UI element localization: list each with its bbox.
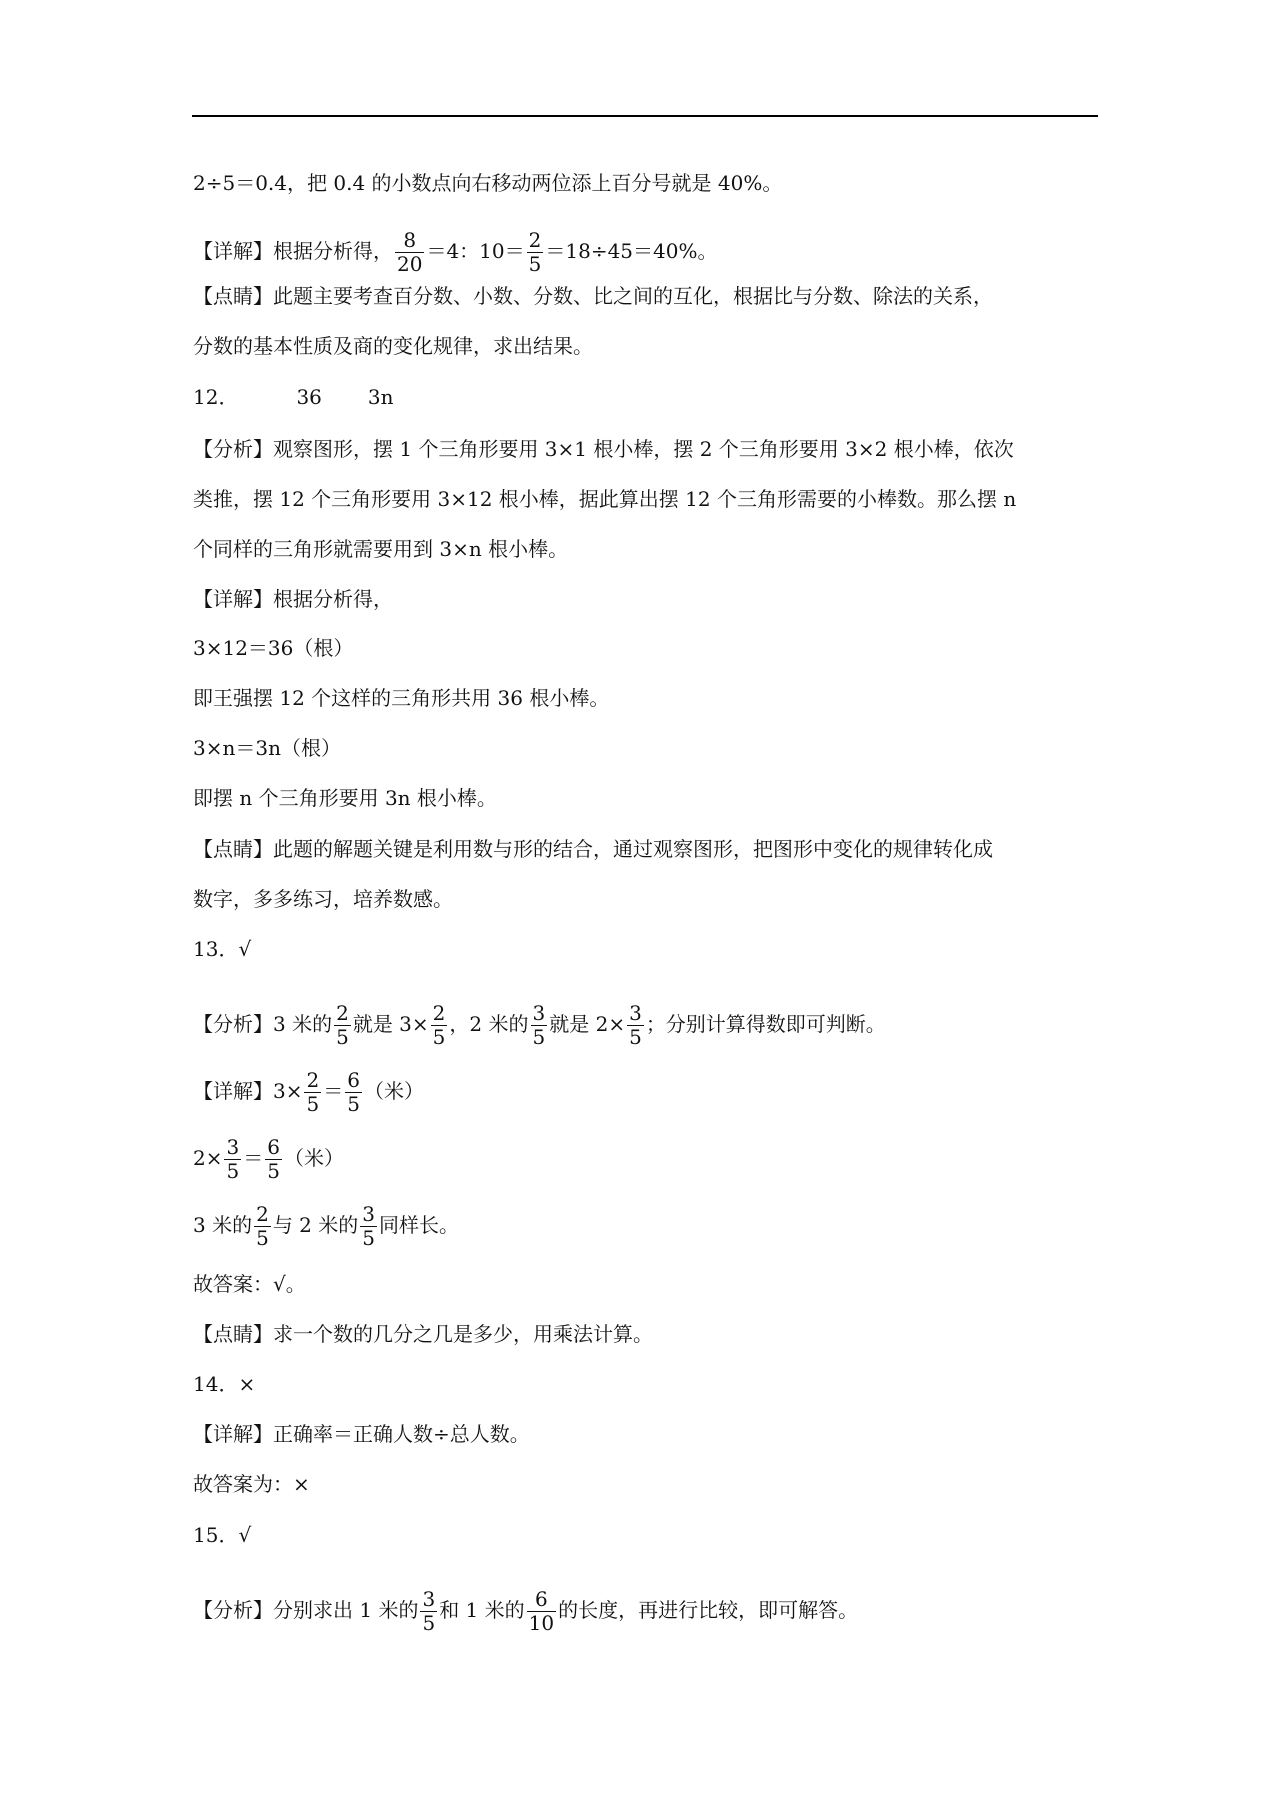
comment-line — [193, 283, 993, 309]
text-span: 根据分析得， — [273, 587, 393, 611]
text-line: 即摆 n 个三角形要用 3n 根小棒。 — [193, 786, 497, 810]
text-span: 分别求出 1 米的 — [273, 1598, 419, 1622]
text-line: 分数的基本性质及商的变化规律，求出结果。 — [193, 334, 593, 358]
text-span: ＝18÷45＝40%。 — [545, 239, 718, 263]
detail-line — [193, 230, 717, 275]
text-span: ＝4：10＝ — [426, 239, 525, 263]
text-span: ，2 米的 — [449, 1012, 529, 1036]
fraction — [345, 1070, 362, 1115]
text-line — [193, 1204, 459, 1249]
fraction-numerator: 3 — [422, 1587, 436, 1611]
text-span: 2× — [193, 1146, 223, 1170]
analysis-line — [193, 1003, 886, 1048]
fraction — [527, 230, 544, 275]
section-tag: 【分析】 — [193, 437, 273, 461]
analysis-line — [193, 1589, 858, 1634]
text-line: 故答案为：× — [193, 1472, 310, 1496]
fraction — [254, 1204, 271, 1249]
text-span: 求一个数的几分之几是多少，用乘法计算。 — [273, 1322, 653, 1346]
text-span: 就是 3× — [352, 1012, 429, 1036]
fraction-numerator: 3 — [226, 1135, 240, 1159]
text-line: 即王强摆 12 个这样的三角形共用 36 根小棒。 — [193, 686, 610, 710]
section-tag: 【分析】 — [193, 1598, 273, 1622]
fraction — [304, 1070, 321, 1115]
fraction — [531, 1003, 548, 1048]
text-span: （米） — [363, 1079, 424, 1103]
text-line: 故答案：√。 — [193, 1272, 306, 1296]
fraction-denominator: 5 — [267, 1159, 280, 1183]
text-span: 正确率＝正确人数÷总人数。 — [273, 1422, 530, 1446]
text-span: 与 2 米的 — [272, 1213, 359, 1237]
fraction-denominator: 5 — [226, 1159, 240, 1183]
fraction-numerator: 3 — [629, 1001, 642, 1025]
text-span: 根据分析得， — [273, 239, 393, 263]
fraction-denominator: 5 — [362, 1226, 376, 1250]
question-number-line — [193, 384, 394, 410]
text-span: ；分别计算得数即可判断。 — [645, 1012, 886, 1036]
fraction-numerator: 6 — [267, 1135, 280, 1159]
fraction-numerator: 8 — [395, 230, 424, 253]
fraction — [334, 1003, 351, 1048]
detail-line — [193, 1421, 530, 1447]
section-tag: 【详解】 — [193, 1422, 273, 1446]
section-tag: 【点睛】 — [193, 1322, 273, 1346]
question-number-line: 15．√ — [193, 1523, 252, 1547]
fraction-numerator: 2 — [256, 1202, 269, 1226]
detail-line — [193, 586, 393, 612]
text-span: 同样长。 — [379, 1213, 460, 1237]
fraction-numerator: 6 — [347, 1068, 360, 1092]
fraction-numerator: 2 — [432, 1001, 446, 1025]
fraction-denominator: 5 — [528, 252, 542, 276]
section-tag: 【点睛】 — [193, 837, 273, 861]
section-tag: 【点睛】 — [193, 284, 273, 308]
fraction — [265, 1137, 282, 1182]
answer-value: 36 — [296, 385, 322, 409]
text-line: 类推，摆 12 个三角形要用 3×12 根小棒，据此算出摆 12 个三角形需要的小棒数。那么摆 n — [193, 487, 1017, 511]
answer-value: 3n — [367, 385, 394, 409]
fraction — [420, 1589, 437, 1634]
fraction-numerator: 6 — [527, 1589, 556, 1612]
text-line: 数字，多多练习，培养数感。 — [193, 887, 453, 911]
fraction-numerator: 3 — [532, 1001, 546, 1025]
text-span: 3× — [273, 1079, 303, 1103]
fraction-denominator: 5 — [422, 1611, 436, 1635]
question-number-line: 13．√ — [193, 937, 252, 961]
section-tag: 【详解】 — [193, 587, 273, 611]
detail-line — [193, 1070, 424, 1115]
fraction — [527, 1589, 556, 1634]
text-span: 此题的解题关键是利用数与形的结合，通过观察图形，把图形中变化的规律转化成 — [273, 837, 993, 861]
fraction-denominator: 10 — [528, 1611, 555, 1635]
fraction-denominator: 5 — [532, 1025, 546, 1049]
text-line — [193, 1137, 344, 1182]
fraction — [431, 1003, 448, 1048]
fraction — [395, 230, 424, 275]
comment-line — [193, 836, 993, 862]
text-span: （米） — [283, 1146, 344, 1170]
question-number-line: 14．× — [193, 1372, 256, 1396]
fraction-numerator: 2 — [306, 1068, 320, 1092]
text-span: ＝ — [243, 1146, 264, 1170]
text-span: 3 米的 — [193, 1213, 253, 1237]
text-span: 此题主要考查百分数、小数、分数、比之间的互化，根据比与分数、除法的关系， — [273, 284, 993, 308]
text-line: 2÷5＝0.4，把 0.4 的小数点向右移动两位添上百分号就是 40%。 — [193, 171, 783, 195]
text-line: 个同样的三角形就需要用到 3×n 根小棒。 — [193, 537, 569, 561]
header-rule — [192, 115, 1098, 117]
fraction-denominator: 5 — [306, 1092, 320, 1116]
section-tag: 【详解】 — [193, 1079, 273, 1103]
fraction-numerator: 2 — [528, 228, 542, 252]
fraction-denominator: 5 — [347, 1092, 360, 1116]
analysis-line — [193, 436, 1014, 462]
question-number: 12． — [193, 385, 239, 409]
text-span: 和 1 米的 — [439, 1598, 525, 1622]
fraction — [224, 1137, 241, 1182]
text-span: 就是 2× — [549, 1012, 626, 1036]
fraction — [627, 1003, 644, 1048]
text-span: 的长度，再进行比较，即可解答。 — [558, 1598, 859, 1622]
fraction-denominator: 5 — [629, 1025, 642, 1049]
fraction-numerator: 2 — [336, 1001, 349, 1025]
fraction — [360, 1204, 377, 1249]
fraction-denominator: 20 — [397, 252, 423, 276]
fraction-denominator: 5 — [432, 1025, 446, 1049]
fraction-denominator: 5 — [256, 1226, 269, 1250]
text-span: 3 米的 — [273, 1012, 333, 1036]
section-tag: 【分析】 — [193, 1012, 273, 1036]
comment-line — [193, 1321, 653, 1347]
fraction-numerator: 3 — [362, 1202, 376, 1226]
text-line: 3×n＝3n（根） — [193, 736, 341, 760]
section-tag: 【详解】 — [193, 239, 273, 263]
text-line: 3×12＝36（根） — [193, 636, 354, 660]
text-span: 观察图形，摆 1 个三角形要用 3×1 根小棒，摆 2 个三角形要用 3×2 根小棒，依次 — [273, 437, 1014, 461]
fraction-denominator: 5 — [336, 1025, 349, 1049]
text-span: ＝ — [323, 1079, 344, 1103]
